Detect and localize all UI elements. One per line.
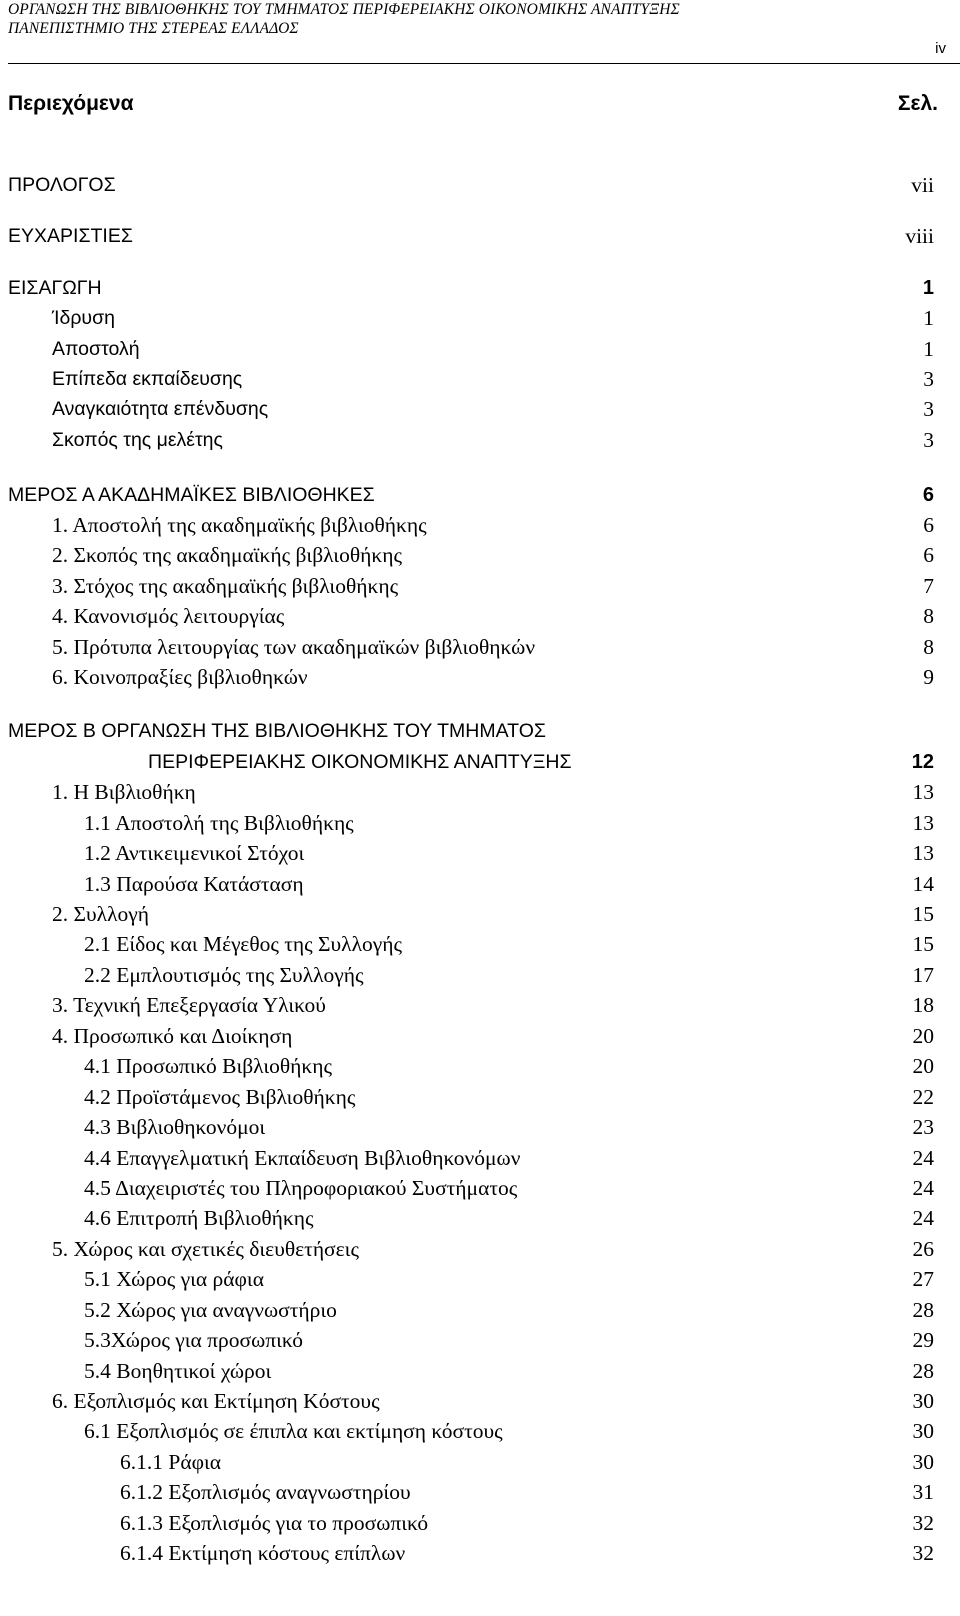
toc-entry[interactable]: [0, 1234, 960, 1264]
toc-entry[interactable]: [0, 808, 960, 838]
toc-entry-label: 6.1 Εξοπλισμός σε έπιπλα και εκτίμηση κόστους: [84, 1419, 503, 1443]
header-title-line: ΟΡΓΑΝΩΣΗ ΤΗΣ ΒΙΒΛΙΟΘΗΚΗΣ ΤΟΥ ΤΜΗΜΑΤΟΣ ΠΕΡΙΦΕΡΕΙΑΚΗΣ ΟΙΚΟΝΟΜΙΚΗΣ ΑΝΑΠΤΥΞΗΣ: [8, 1, 680, 18]
toc-entry-label: 1.3 Παρούσα Κατάσταση: [84, 872, 304, 896]
toc-entry-page: 1: [923, 306, 934, 330]
toc-entry-label: ΠΡΟΛΟΓΟΣ: [8, 174, 116, 196]
toc-entry-label: 4. Κανονισμός λειτουργίας: [52, 604, 285, 628]
toc-entry-page: 27: [912, 1267, 934, 1291]
toc-entry-page: 6: [922, 484, 934, 506]
toc-entry-label: 4.3 Βιβλιοθηκονόμοι: [84, 1115, 266, 1139]
toc-entry[interactable]: [0, 1508, 960, 1538]
toc-entry[interactable]: [0, 838, 960, 868]
toc-entry-page: 30: [912, 1450, 934, 1474]
toc-entry-label: ΠΕΡΙΦΕΡΕΙΑΚΗΣ ΟΙΚΟΝΟΜΙΚΗΣ ΑΝΑΠΤΥΞΗΣ: [148, 751, 572, 773]
toc-entry[interactable]: [0, 777, 960, 807]
toc-entry-page: 3: [923, 367, 934, 391]
toc-entry-page: 1: [922, 277, 934, 299]
toc-entry-label: 6.1.2 Εξοπλισμός αναγνωστηρίου: [120, 1480, 411, 1504]
toc-entry[interactable]: [0, 1477, 960, 1507]
toc-entry[interactable]: [0, 334, 960, 364]
toc-entry-page: 31: [912, 1480, 934, 1504]
toc-entry[interactable]: [0, 1143, 960, 1173]
header-divider: [8, 63, 960, 64]
toc-entry-label: 6.1.1 Ράφια: [120, 1450, 222, 1474]
toc-entry-page: 18: [912, 993, 934, 1017]
toc-entry-label: 3. Στόχος της ακαδημαϊκής βιβλιοθήκης: [52, 574, 399, 598]
toc-entry-page: 23: [912, 1115, 934, 1139]
toc-entry-label: Σκοπός της μελέτης: [52, 429, 223, 451]
toc-title: Περιεχόμενα: [8, 92, 134, 115]
toc-entry-label: 4.4 Επαγγελματική Εκπαίδευση Βιβλιοθηκονόμων: [84, 1146, 521, 1170]
toc-entry-page: 32: [912, 1541, 934, 1565]
toc-entry[interactable]: [0, 929, 960, 959]
toc-entry-label: 2.2 Εμπλουτισμός της Συλλογής: [84, 963, 364, 987]
toc-entry-page: 12: [911, 751, 934, 773]
toc-entry[interactable]: [0, 425, 960, 455]
toc-entry-label: 1.2 Αντικειμενικοί Στόχοι: [84, 841, 305, 865]
toc-entry-label: 5.4 Βοηθητικοί χώροι: [84, 1359, 272, 1383]
toc-entry-label: 5. Πρότυπα λειτουργίας των ακαδημαϊκών βιβλιοθηκών: [52, 635, 536, 659]
toc-entry[interactable]: [0, 960, 960, 990]
toc-entry-page: 24: [912, 1206, 934, 1230]
toc-entry-label: 5.1 Χώρος για ράφια: [84, 1267, 264, 1291]
toc-entry-label: 2. Σκοπός της ακαδημαϊκής βιβλιοθήκης: [52, 543, 402, 567]
toc-entry-label: 5.2 Χώρος για αναγνωστήριο: [84, 1298, 337, 1322]
toc-entry-acknowledgements[interactable]: [0, 221, 960, 251]
toc-entry-page: 30: [912, 1419, 934, 1443]
toc-entry[interactable]: [0, 303, 960, 333]
toc-entry-page: vii: [911, 173, 934, 197]
toc-entry-label: 4. Προσωπικό και Διοίκηση: [52, 1024, 293, 1048]
toc-entry-page: 26: [912, 1237, 934, 1261]
header-university-line: ΠΑΝΕΠΙΣΤΗΜΙΟ ΤΗΣ ΣΤΕΡΕΑΣ ΕΛΛΑΔΟΣ: [8, 20, 299, 37]
toc-entry-label: 1. Αποστολή της ακαδημαϊκής βιβλιοθήκης: [52, 513, 427, 537]
toc-entry-page: 1: [923, 337, 934, 361]
toc-entry-page: 6: [923, 543, 934, 567]
toc-entry-page: 29: [912, 1328, 934, 1352]
toc-entry[interactable]: [0, 571, 960, 601]
toc-entry[interactable]: [0, 632, 960, 662]
toc-entry[interactable]: [0, 1051, 960, 1081]
toc-entry[interactable]: [0, 1264, 960, 1294]
toc-entry-label: ΕΥΧΑΡΙΣΤΙΕΣ: [8, 225, 133, 247]
toc-entry-label: 4.1 Προσωπικό Βιβλιοθήκης: [84, 1054, 333, 1078]
toc-entry-label: 1.1 Αποστολή της Βιβλιοθήκης: [84, 811, 354, 835]
toc-entry[interactable]: [0, 990, 960, 1020]
toc-entry-page: 15: [912, 902, 934, 926]
toc-entry-page: viii: [905, 224, 934, 248]
toc-entry[interactable]: [0, 1325, 960, 1355]
toc-entry-page: 15: [912, 932, 934, 956]
toc-entry-label: 3. Τεχνική Επεξεργασία Υλικού: [52, 993, 326, 1017]
toc-entry-page: 9: [923, 665, 934, 689]
toc-entry-page: 3: [923, 428, 934, 452]
toc-entry[interactable]: [0, 540, 960, 570]
toc-entry-label: 2. Συλλογή: [52, 902, 150, 926]
toc-entry-label: 5.3Χώρος για προσωπικό: [84, 1328, 303, 1352]
toc-entry[interactable]: [0, 1021, 960, 1051]
toc-entry-label: ΜΕΡΟΣ Β ΟΡΓΑΝΩΣΗ ΤΗΣ ΒΙΒΛΙΟΘΗΚΗΣ ΤΟΥ ΤΜΗΜΑΤΟΣ: [8, 720, 546, 742]
toc-entry-page: 20: [912, 1054, 934, 1078]
toc-entry-page: 22: [912, 1085, 934, 1109]
toc-entry-page: 13: [912, 811, 934, 835]
toc-entry-page: 13: [912, 780, 934, 804]
toc-entry[interactable]: [0, 899, 960, 929]
toc-entry-page: 17: [912, 963, 934, 987]
toc-entry-page: 6: [923, 513, 934, 537]
toc-entry-label: Επίπεδα εκπαίδευσης: [52, 368, 243, 390]
toc-entry[interactable]: [0, 1416, 960, 1446]
toc-entry-page: 20: [912, 1024, 934, 1048]
toc-entry[interactable]: [0, 1082, 960, 1112]
toc-entry[interactable]: [0, 1203, 960, 1233]
toc-entry-page: 28: [912, 1359, 934, 1383]
toc-entry[interactable]: [0, 662, 960, 692]
toc-entry-page: 28: [912, 1298, 934, 1322]
toc-heading: [8, 92, 938, 124]
toc-entry-part-b[interactable]: [0, 716, 960, 746]
toc-entry-page: 14: [912, 872, 934, 896]
toc-entry[interactable]: [0, 1295, 960, 1325]
toc-entry-page: 30: [912, 1389, 934, 1413]
toc-entry-label: 4.5 Διαχειριστές του Πληροφοριακού Συστήματος: [84, 1176, 518, 1200]
toc-entry[interactable]: [0, 1447, 960, 1477]
toc-entry[interactable]: [0, 1386, 960, 1416]
toc-entry-label: 6.1.3 Εξοπλισμός για το προσωπικό: [120, 1511, 429, 1535]
header-page-number: iv: [935, 40, 946, 57]
toc-entry-label: 5. Χώρος και σχετικές διευθετήσεις: [52, 1237, 359, 1261]
toc-entry[interactable]: [0, 1538, 960, 1568]
toc-entry-label: Αναγκαιότητα επένδυσης: [52, 398, 269, 420]
toc-entry-page: 13: [912, 841, 934, 865]
toc-entry[interactable]: [0, 601, 960, 631]
toc-entry-part-b-continued[interactable]: [0, 747, 960, 777]
toc-entry-label: Αποστολή: [52, 338, 140, 360]
toc-entry-label: 6. Εξοπλισμός και Εκτίμηση Κόστους: [52, 1389, 380, 1413]
toc-entry-page: 3: [923, 397, 934, 421]
toc-entry-label: ΜΕΡΟΣ Α ΑΚΑΔΗΜΑΪΚΕΣ ΒΙΒΛΙΟΘΗΚΕΣ: [8, 484, 375, 506]
toc-entry-label: 4.6 Επιτροπή Βιβλιοθήκης: [84, 1206, 314, 1230]
toc-entry-label: ΕΙΣΑΓΩΓΗ: [8, 277, 102, 299]
toc-entry-page: 8: [923, 635, 934, 659]
toc-entry-prologue[interactable]: [0, 170, 960, 200]
toc-entry[interactable]: [0, 1112, 960, 1142]
toc-entry[interactable]: [0, 510, 960, 540]
toc-page-column-label: Σελ.: [897, 92, 938, 115]
toc-entry-part-a[interactable]: [0, 480, 960, 510]
toc-entry-label: 1. Η Βιβλιοθήκη: [52, 780, 196, 804]
toc-entry-page: 32: [912, 1511, 934, 1535]
toc-entry-label: Ίδρυση: [52, 307, 115, 329]
toc-entry-label: 6.1.4 Εκτίμηση κόστους επίπλων: [120, 1541, 406, 1565]
toc-entry-label: 6. Κοινοπραξίες βιβλιοθηκών: [52, 665, 308, 689]
toc-entry[interactable]: [0, 1356, 960, 1386]
toc-entry-page: 7: [923, 574, 934, 598]
toc-entry-introduction[interactable]: [0, 273, 960, 303]
toc-entry-label: 4.2 Προϊστάμενος Βιβλιοθήκης: [84, 1085, 356, 1109]
toc-entry-page: 24: [912, 1176, 934, 1200]
toc-entry-label: 2.1 Είδος και Μέγεθος της Συλλογής: [84, 932, 403, 956]
toc-entry[interactable]: [0, 364, 960, 394]
toc-entry[interactable]: [0, 394, 960, 424]
toc-entry[interactable]: [0, 1173, 960, 1203]
toc-entry[interactable]: [0, 869, 960, 899]
toc-entry-page: 8: [923, 604, 934, 628]
toc-entry-page: 24: [912, 1146, 934, 1170]
